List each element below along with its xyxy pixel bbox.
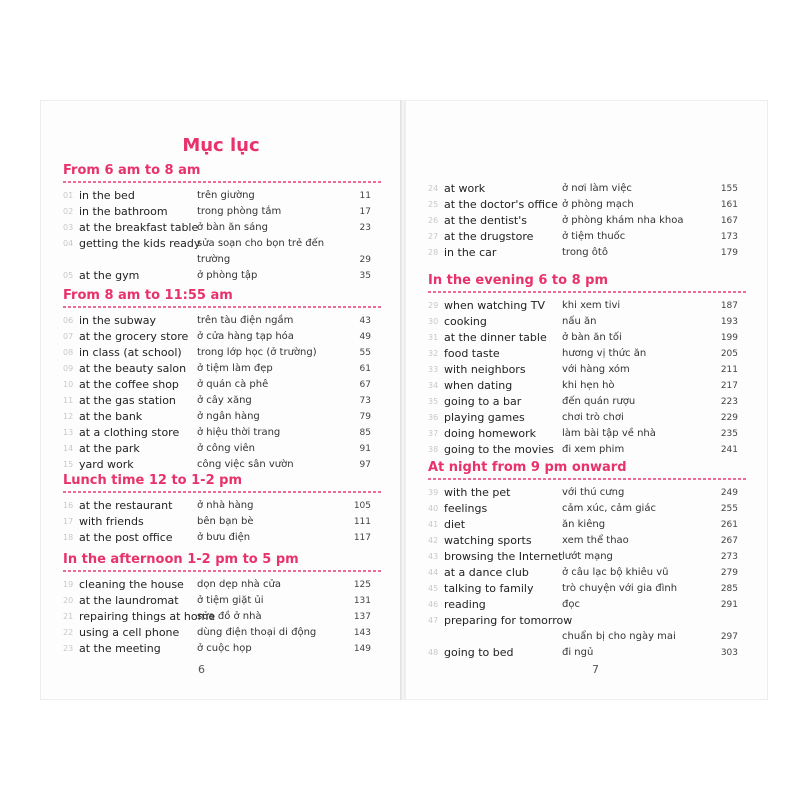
toc-entry[interactable] — [63, 345, 383, 361]
entry-english: at the restaurant — [79, 499, 173, 512]
entry-number: 43 — [428, 552, 439, 561]
entry-page-number: 143 — [353, 628, 371, 638]
toc-section — [63, 288, 383, 473]
entry-page-number: 43 — [359, 316, 371, 326]
entry-english: when dating — [444, 379, 513, 392]
entry-vietnamese: trên tàu điện ngầm — [197, 315, 294, 326]
entry-number: 12 — [63, 412, 74, 421]
entry-english: talking to family — [444, 582, 534, 595]
entry-number: 22 — [63, 628, 74, 637]
entry-number: 23 — [63, 644, 74, 653]
entry-number: 06 — [63, 316, 74, 325]
entry-page-number: 91 — [359, 444, 371, 454]
entry-page-number: 105 — [353, 501, 371, 511]
toc-entry[interactable] — [63, 313, 383, 329]
toc-entry[interactable] — [428, 485, 748, 501]
entry-page-number: 35 — [359, 271, 371, 281]
toc-entry[interactable] — [428, 378, 748, 394]
entry-vietnamese: dọn dẹp nhà cửa — [197, 579, 281, 590]
entry-page-number: 23 — [359, 223, 371, 233]
entry-page-number: 117 — [353, 533, 371, 543]
entry-vietnamese: trong phòng tắm — [197, 206, 282, 217]
entry-page-number: 173 — [720, 232, 738, 242]
entry-number: 02 — [63, 207, 74, 216]
entry-number: 16 — [63, 501, 74, 510]
entry-number: 08 — [63, 348, 74, 357]
entry-number: 04 — [63, 239, 74, 248]
section-heading: From 8 am to 11:55 am — [63, 288, 233, 303]
entry-number: 46 — [428, 600, 439, 609]
entry-number: 14 — [63, 444, 74, 453]
entry-number: 15 — [63, 460, 74, 469]
entry-page-number: 223 — [720, 397, 738, 407]
entry-number: 07 — [63, 332, 74, 341]
entry-number: 26 — [428, 216, 439, 225]
entry-vietnamese: ở phòng khám nha khoa — [562, 215, 684, 226]
section-underline — [63, 306, 383, 308]
page-title: Mục lục — [182, 135, 260, 156]
entry-vietnamese: trên giường — [197, 190, 255, 201]
entry-english: at the dentist's — [444, 214, 527, 227]
entry-page-number: 285 — [720, 584, 738, 594]
page-number-left: 6 — [198, 663, 205, 676]
entry-english: at the laundromat — [79, 594, 179, 607]
entry-english: browsing the Internet — [444, 550, 563, 563]
entry-english: when watching TV — [444, 299, 546, 312]
entry-english: at the gas station — [79, 394, 176, 407]
entry-english: going to the movies — [444, 443, 554, 456]
entry-english: at the coffee shop — [79, 378, 179, 391]
entry-page-number: 49 — [359, 332, 371, 342]
toc-entry[interactable] — [428, 229, 748, 245]
entry-page-number: 155 — [720, 184, 738, 194]
entry-number: 38 — [428, 445, 439, 454]
entry-english: at the park — [79, 442, 140, 455]
entry-number: 36 — [428, 413, 439, 422]
entry-page-number: 297 — [720, 632, 738, 642]
toc-entry[interactable] — [63, 204, 383, 220]
entry-vietnamese: đến quán rượu — [562, 396, 636, 407]
entry-page-number: 267 — [720, 536, 738, 546]
entry-page-number: 261 — [720, 520, 738, 530]
toc-entry[interactable] — [63, 530, 383, 546]
toc-entry[interactable] — [428, 581, 748, 597]
entry-english: doing homework — [444, 427, 537, 440]
toc-entry[interactable] — [428, 533, 748, 549]
entry-vietnamese: ở phòng mạch — [562, 199, 634, 210]
toc-entry[interactable] — [63, 409, 383, 425]
entry-vietnamese: công việc sân vườn — [197, 459, 294, 470]
entry-vietnamese: chuẩn bị cho ngày mai — [562, 631, 676, 642]
entry-vietnamese: đi ngủ — [562, 647, 594, 658]
toc-entry[interactable] — [428, 245, 748, 261]
entry-vietnamese: ở quán cà phê — [197, 379, 269, 390]
entry-english: with the pet — [444, 486, 511, 499]
toc-entry[interactable] — [63, 377, 383, 393]
toc-entry[interactable] — [428, 613, 748, 645]
toc-section — [428, 273, 748, 458]
entry-vietnamese: ở bàn ăn sáng — [197, 222, 268, 233]
entry-english: at the gym — [79, 269, 140, 282]
entry-english: in the subway — [79, 314, 157, 327]
entry-english: at the beauty salon — [79, 362, 187, 375]
entry-english: watching sports — [444, 534, 532, 547]
toc-entry[interactable] — [428, 298, 748, 314]
toc-entry[interactable] — [428, 197, 748, 213]
entry-english: cooking — [444, 315, 487, 328]
entry-number: 21 — [63, 612, 74, 621]
entry-page-number: 249 — [720, 488, 738, 498]
entry-vietnamese: ở bàn ăn tối — [562, 332, 622, 343]
entry-vietnamese: khi hẹn hò — [562, 380, 615, 391]
entry-vietnamese: ở cửa hàng tạp hóa — [197, 331, 294, 342]
entry-vietnamese: ở cây xăng — [197, 395, 252, 406]
entry-vietnamese: ở tiệm giặt ủi — [197, 595, 264, 606]
entry-page-number: 137 — [353, 612, 371, 622]
entry-vietnamese: ăn kiêng — [562, 519, 606, 530]
entry-number: 45 — [428, 584, 439, 593]
entry-page-number: 73 — [359, 396, 371, 406]
entry-page-number: 273 — [720, 552, 738, 562]
entry-vietnamese: khi xem tivi — [562, 300, 621, 311]
entry-page-number: 61 — [359, 364, 371, 374]
toc-entry[interactable] — [428, 330, 748, 346]
entry-number: 34 — [428, 381, 439, 390]
entry-page-number: 187 — [720, 301, 738, 311]
toc-entry[interactable] — [428, 213, 748, 229]
entry-english: food taste — [444, 347, 500, 360]
entry-number: 44 — [428, 568, 439, 577]
entry-number: 33 — [428, 365, 439, 374]
entry-vietnamese: dùng điện thoại di động — [197, 627, 317, 638]
entry-english: at the doctor's office — [444, 198, 558, 211]
entry-english: at the grocery store — [79, 330, 189, 343]
toc-section — [428, 181, 748, 261]
entry-number: 11 — [63, 396, 74, 405]
section-heading: Lunch time 12 to 1-2 pm — [63, 473, 242, 488]
entry-page-number: 29 — [359, 255, 371, 265]
entry-number: 18 — [63, 533, 74, 542]
entry-english: in class (at school) — [79, 346, 182, 359]
entry-number: 48 — [428, 648, 439, 657]
section-heading: In the evening 6 to 8 pm — [428, 273, 609, 288]
entry-english: going to a bar — [444, 395, 522, 408]
entry-vietnamese: chơi trò chơi — [562, 412, 624, 423]
toc-entry[interactable] — [428, 597, 748, 613]
entry-vietnamese: ở tiệm thuốc — [562, 231, 626, 242]
entry-page-number: 79 — [359, 412, 371, 422]
entry-vietnamese: sửa soạn cho bọn trẻ đến trường — [197, 238, 325, 265]
page-number-right: 7 — [592, 663, 599, 676]
entry-vietnamese: ở phòng tập — [197, 270, 258, 281]
entry-number: 24 — [428, 184, 439, 193]
entry-number: 25 — [428, 200, 439, 209]
entry-english: at a dance club — [444, 566, 529, 579]
entry-vietnamese: xem thể thao — [562, 535, 629, 546]
entry-vietnamese: ở tiệm làm đẹp — [197, 363, 273, 374]
toc-entry[interactable] — [63, 498, 383, 514]
toc-entry[interactable] — [63, 329, 383, 345]
entry-page-number: 11 — [359, 191, 371, 201]
entry-page-number: 179 — [720, 248, 738, 258]
entry-english: at work — [444, 182, 486, 195]
entry-page-number: 85 — [359, 428, 371, 438]
toc-entry[interactable] — [63, 220, 383, 236]
entry-page-number: 205 — [720, 349, 738, 359]
entry-page-number: 131 — [353, 596, 371, 606]
entry-page-number: 303 — [720, 648, 738, 658]
entry-page-number: 229 — [720, 413, 738, 423]
entry-number: 29 — [428, 301, 439, 310]
entry-vietnamese: ở nơi làm việc — [562, 183, 632, 194]
entry-page-number: 167 — [720, 216, 738, 226]
entry-number: 05 — [63, 271, 74, 280]
entry-number: 41 — [428, 520, 439, 529]
entry-page-number: 125 — [353, 580, 371, 590]
toc-section — [428, 460, 748, 661]
section-underline — [63, 181, 383, 183]
toc-entry[interactable] — [63, 625, 383, 641]
section-underline — [63, 491, 383, 493]
entry-number: 19 — [63, 580, 74, 589]
left-page — [40, 100, 402, 700]
entry-vietnamese: trong lớp học (ở trường) — [197, 347, 317, 358]
entry-vietnamese: nấu ăn — [562, 316, 597, 327]
entry-number: 37 — [428, 429, 439, 438]
entry-english: at a clothing store — [79, 426, 180, 439]
entry-vietnamese: cảm xúc, cảm giác — [562, 503, 656, 514]
toc-entry[interactable] — [428, 394, 748, 410]
entry-number: 09 — [63, 364, 74, 373]
toc-entry[interactable] — [428, 442, 748, 458]
entry-english: reading — [444, 598, 486, 611]
toc-entry[interactable] — [63, 609, 383, 625]
entry-english: in the bathroom — [79, 205, 168, 218]
toc-entry[interactable] — [428, 645, 748, 661]
entry-english: at the breakfast table — [79, 221, 199, 234]
toc-entry[interactable] — [428, 517, 748, 533]
section-heading: At night from 9 pm onward — [428, 460, 627, 475]
toc-entry[interactable] — [63, 188, 383, 204]
entry-number: 20 — [63, 596, 74, 605]
entry-number: 31 — [428, 333, 439, 342]
entry-english: at the post office — [79, 531, 173, 544]
entry-number: 10 — [63, 380, 74, 389]
entry-english: yard work — [79, 458, 134, 471]
toc-entry[interactable] — [63, 457, 383, 473]
entry-number: 13 — [63, 428, 74, 437]
entry-vietnamese: làm bài tập về nhà — [562, 428, 656, 439]
toc-entry[interactable] — [63, 236, 383, 268]
entry-vietnamese: lướt mạng — [562, 551, 613, 562]
entry-english: with friends — [79, 515, 144, 528]
entry-vietnamese: ở nhà hàng — [197, 500, 254, 511]
entry-english: getting the kids ready — [79, 237, 201, 250]
entry-vietnamese: trong ôtô — [562, 247, 608, 258]
toc-entry[interactable] — [63, 425, 383, 441]
entry-page-number: 149 — [353, 644, 371, 654]
entry-page-number: 255 — [720, 504, 738, 514]
entry-vietnamese: ở hiệu thời trang — [197, 427, 281, 438]
entry-english: preparing for tomorrow — [444, 614, 573, 627]
toc-entry[interactable] — [63, 577, 383, 593]
entry-page-number: 111 — [353, 517, 371, 527]
entry-english: cleaning the house — [79, 578, 184, 591]
toc-entry[interactable] — [428, 346, 748, 362]
entry-vietnamese: ở công viên — [197, 443, 255, 454]
entry-vietnamese: bên bạn bè — [197, 516, 254, 527]
entry-page-number: 97 — [359, 460, 371, 470]
toc-entry[interactable] — [63, 593, 383, 609]
section-underline — [428, 291, 748, 293]
entry-vietnamese: ở bưu điện — [197, 532, 251, 543]
toc-section — [63, 552, 383, 657]
toc-section — [63, 473, 383, 546]
entry-number: 39 — [428, 488, 439, 497]
entry-english: feelings — [444, 502, 488, 515]
entry-page-number: 67 — [359, 380, 371, 390]
entry-vietnamese: ở cuộc họp — [197, 643, 252, 654]
entry-number: 17 — [63, 517, 74, 526]
toc-entry[interactable] — [63, 393, 383, 409]
toc-entry[interactable] — [428, 501, 748, 517]
entry-number: 35 — [428, 397, 439, 406]
entry-page-number: 55 — [359, 348, 371, 358]
entry-page-number: 211 — [720, 365, 738, 375]
entry-vietnamese: với thú cưng — [562, 487, 625, 498]
entry-number: 47 — [428, 616, 439, 625]
toc-entry[interactable] — [428, 181, 748, 197]
toc-entry[interactable] — [63, 514, 383, 530]
toc-entry[interactable] — [428, 549, 748, 565]
toc-entry[interactable] — [63, 641, 383, 657]
entry-number: 27 — [428, 232, 439, 241]
section-heading: From 6 am to 8 am — [63, 163, 201, 178]
entry-number: 28 — [428, 248, 439, 257]
entry-page-number: 199 — [720, 333, 738, 343]
toc-entry[interactable] — [428, 314, 748, 330]
entry-page-number: 161 — [720, 200, 738, 210]
toc-section — [63, 163, 383, 284]
entry-page-number: 235 — [720, 429, 738, 439]
entry-english: in the car — [444, 246, 497, 259]
entry-number: 01 — [63, 191, 74, 200]
entry-vietnamese: đọc — [562, 599, 580, 610]
entry-english: diet — [444, 518, 466, 531]
toc-entry[interactable] — [428, 426, 748, 442]
entry-number: 30 — [428, 317, 439, 326]
entry-english: playing games — [444, 411, 525, 424]
entry-english: using a cell phone — [79, 626, 180, 639]
toc-entry[interactable] — [63, 361, 383, 377]
entry-english: at the meeting — [79, 642, 161, 655]
entry-page-number: 217 — [720, 381, 738, 391]
entry-english: at the dinner table — [444, 331, 547, 344]
entry-page-number: 17 — [359, 207, 371, 217]
entry-page-number: 241 — [720, 445, 738, 455]
toc-entry[interactable] — [63, 268, 383, 284]
entry-english: going to bed — [444, 646, 514, 659]
section-underline — [428, 478, 748, 480]
toc-entry[interactable] — [428, 565, 748, 581]
entry-english: repairing things at home — [79, 610, 216, 623]
toc-entry[interactable] — [428, 362, 748, 378]
entry-number: 32 — [428, 349, 439, 358]
entry-page-number: 291 — [720, 600, 738, 610]
entry-vietnamese: hương vị thức ăn — [562, 348, 647, 359]
entry-vietnamese: sửa đồ ở nhà — [197, 611, 262, 622]
entry-number: 40 — [428, 504, 439, 513]
entry-english: in the bed — [79, 189, 135, 202]
entry-english: at the bank — [79, 410, 143, 423]
entry-page-number: 193 — [720, 317, 738, 327]
entry-number: 42 — [428, 536, 439, 545]
entry-vietnamese: với hàng xóm — [562, 364, 630, 375]
entry-vietnamese: trò chuyện với gia đình — [562, 583, 678, 594]
section-heading: In the afternoon 1-2 pm to 5 pm — [63, 552, 299, 567]
right-page — [405, 100, 768, 700]
entry-vietnamese: đi xem phim — [562, 444, 625, 455]
toc-entry[interactable] — [428, 410, 748, 426]
entry-english: at the drugstore — [444, 230, 534, 243]
toc-entry[interactable] — [63, 441, 383, 457]
entry-vietnamese: ở câu lạc bộ khiêu vũ — [562, 567, 669, 578]
entry-vietnamese: ở ngân hàng — [197, 411, 260, 422]
section-underline — [63, 570, 383, 572]
entry-page-number: 279 — [720, 568, 738, 578]
entry-english: with neighbors — [444, 363, 526, 376]
entry-number: 03 — [63, 223, 74, 232]
